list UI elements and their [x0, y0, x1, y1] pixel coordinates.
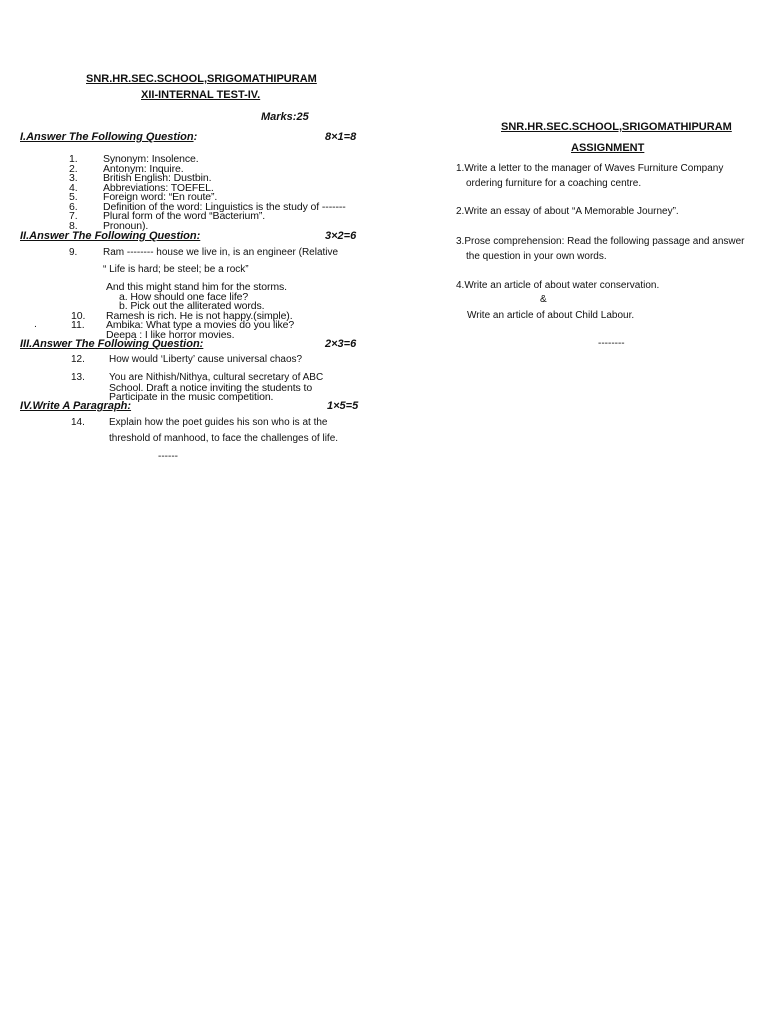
section-3-heading: III.Answer The Following Question: — [20, 338, 204, 350]
question-text: Ambika: What type a movies do you like? — [106, 319, 295, 331]
sub-question: b. Pick out the alliterated words. — [119, 300, 265, 312]
assignment-title: ASSIGNMENT — [571, 142, 645, 154]
assignment-school-name: SNR.HR.SEC.SCHOOL,SRIGOMATHIPURAM — [501, 121, 732, 133]
question-number: 12. — [71, 354, 85, 365]
assignment-question: 3.Prose comprehension: Read the following passage and answer — [456, 236, 745, 247]
section-4-score: 1×5=5 — [327, 400, 359, 412]
section-1-title: I.Answer The Following Question — [20, 131, 194, 143]
question-text: You are Nithish/Nithya, cultural secretary of ABC — [109, 372, 324, 383]
question-number: 9. — [69, 247, 78, 258]
list-item-num: 6. — [69, 200, 78, 213]
list-item-num: 5. — [69, 191, 78, 203]
school-name: SNR.HR.SEC.SCHOOL,SRIGOMATHIPURAM — [86, 73, 317, 85]
question-number: 10. — [71, 309, 86, 322]
question-text: School. Draft a notice inviting the students to — [109, 381, 313, 394]
section-1-score: 8×1=8 — [325, 131, 357, 143]
list-item-num: 7. — [69, 210, 78, 222]
section-2-heading: II.Answer The Following Question: — [20, 230, 201, 242]
question-text: Deepa : I like horror movies. — [106, 328, 235, 341]
assignment-question: ordering furniture for a coaching centre. — [466, 178, 642, 189]
test-title: XII-INTERNAL TEST-IV. — [141, 89, 261, 101]
assignment-question: Write an article of about Child Labour. — [467, 310, 635, 321]
question-number: 11. — [71, 319, 85, 331]
list-item: Synonym: Insolence. — [103, 153, 199, 165]
section-2-score: 3×2=6 — [325, 230, 357, 242]
stray-dot: . — [34, 318, 37, 330]
list-item: Pronoun). — [103, 219, 149, 232]
end-marker: -------- — [598, 338, 625, 349]
sub-question: a. How should one face life? — [119, 290, 249, 303]
list-item: Definition of the word: Linguistics is the study of ------- — [103, 200, 346, 213]
end-marker: ------ — [158, 451, 178, 462]
marks: Marks:25 — [261, 111, 309, 123]
poem-line: And this might stand him for the storms. — [106, 281, 287, 293]
question-number: 14. — [71, 417, 85, 428]
section-1-heading — [20, 132, 197, 143]
list-item-num: 2. — [69, 162, 78, 175]
list-item: British English: Dustbin. — [103, 172, 212, 184]
list-item-num: 4. — [69, 181, 78, 194]
list-item-num: 3. — [69, 172, 78, 184]
question-text: Participate in the music competition. — [109, 391, 274, 403]
assignment-question: 2.Write an essay of about “A Memorable Journey”. — [456, 206, 679, 217]
section-3-score: 2×3=6 — [325, 338, 357, 350]
list-item: Antonym: Inquire. — [103, 162, 184, 175]
list-item-num: 8. — [69, 219, 78, 232]
question-text: Ramesh is rich. He is not happy.(simple). — [106, 309, 293, 322]
list-item: Abbreviations: TOEFEL. — [103, 181, 214, 194]
question-text: Ram -------- house we live in, is an engineer (Relative — [103, 247, 339, 258]
question-text: threshold of manhood, to face the challenges of life. — [109, 433, 339, 444]
assignment-question: the question in your own words. — [466, 251, 607, 262]
list-item: Plural form of the word “Bacterium”. — [103, 210, 266, 222]
ampersand: & — [540, 294, 547, 305]
section-1-colon: : — [193, 131, 198, 143]
assignment-question: 1.Write a letter to the manager of Waves Furniture Company — [456, 163, 724, 174]
section-4-heading: IV.Write A Paragraph: — [20, 400, 132, 412]
question-text: Explain how the poet guides his son who is at the — [109, 417, 328, 428]
list-item-num: 1. — [69, 153, 78, 165]
assignment-question: 4.Write an article of about water conservation. — [456, 280, 660, 291]
poem-quote: “ Life is hard; be steel; be a rock” — [103, 264, 249, 275]
question-text: How would ‘Liberty’ cause universal chaos? — [109, 354, 303, 365]
question-number: 13. — [71, 372, 85, 383]
list-item: Foreign word: “En route”. — [103, 191, 218, 203]
